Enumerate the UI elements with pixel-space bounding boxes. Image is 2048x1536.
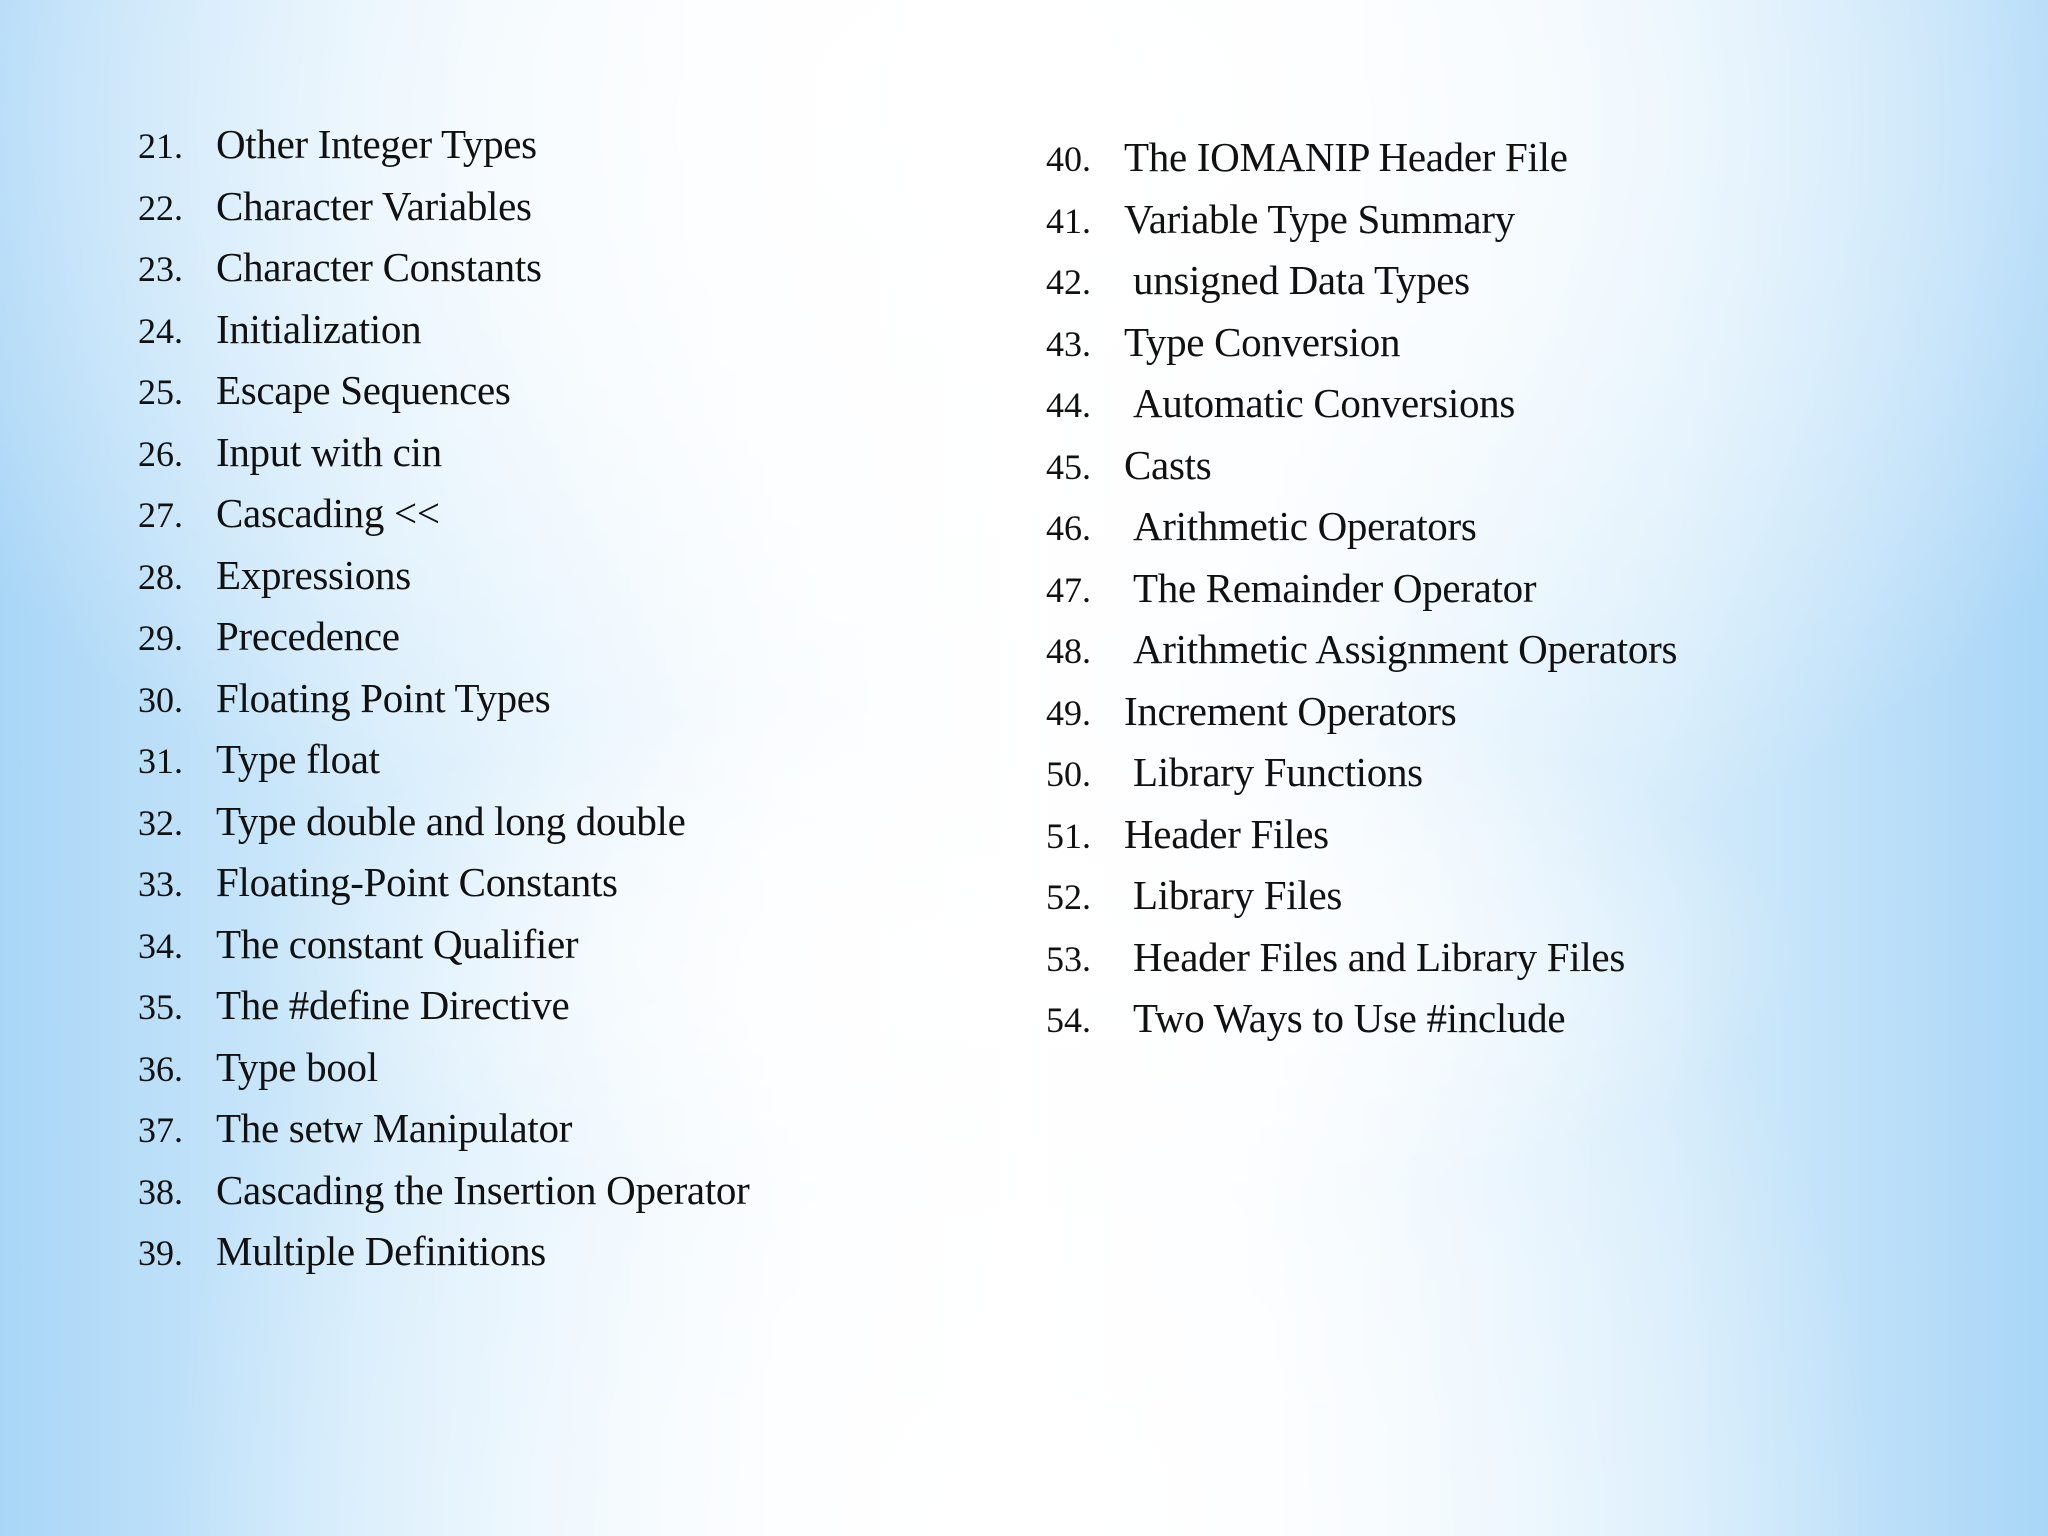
list-item [1046,256,1866,318]
item-number: 44. [1046,385,1091,425]
item-label: unsigned Data Types [1133,257,1470,303]
list-item [1046,625,1866,687]
list-item [138,428,898,490]
item-label: Type Conversion [1124,318,1401,365]
item-number: 23. [138,249,183,289]
item-label: Expressions [216,551,411,598]
item-label: Library Functions [1133,749,1423,795]
item-number: 46. [1046,508,1091,548]
item-label: Increment Operators [1124,687,1457,734]
item-number: 29. [138,618,183,658]
item-number: 43. [1046,323,1091,364]
list-item [138,674,898,736]
item-label: The setw Manipulator [216,1105,573,1151]
list-item [1046,195,1866,257]
item-number: 41. [1046,200,1091,241]
item-number: 36. [138,1048,183,1089]
item-label: Initialization [216,305,422,352]
item-label: Variable Type Summary [1124,195,1515,242]
list-item [1046,133,1866,195]
item-number: 53. [1046,938,1091,979]
item-number: 26. [138,433,183,474]
list-item [138,243,898,305]
list-item [1046,810,1866,872]
list-item [1046,564,1866,626]
item-label: Other Integer Types [216,121,537,167]
topic-list-right [1046,133,1866,1056]
item-number: 28. [138,556,183,597]
topic-list-left [138,120,898,1289]
list-item [138,1227,898,1289]
item-number: 51. [1046,815,1091,856]
item-number: 45. [1046,446,1091,487]
item-number: 47. [1046,569,1091,610]
list-item [1046,871,1866,933]
item-label: Type float [216,736,380,782]
item-number: 37. [138,1110,183,1150]
item-label: Library Files [1133,872,1343,918]
item-number: 22. [138,187,183,228]
item-label: Cascading the Insertion Operator [216,1166,750,1213]
item-label: Precedence [216,613,400,659]
item-label: The #define Directive [216,982,570,1028]
item-number: 50. [1046,754,1091,794]
list-item [138,551,898,613]
list-item [138,305,898,367]
list-item [138,366,898,428]
item-label: Character Variables [216,182,532,229]
item-number: 52. [1046,877,1091,917]
item-number: 34. [138,925,183,966]
item-label: Character Constants [216,244,542,290]
item-number: 21. [138,126,183,166]
list-item [138,489,898,551]
item-label: Cascading << [216,490,440,536]
list-item [138,920,898,982]
list-item [138,182,898,244]
item-number: 54. [1046,1000,1091,1040]
item-number: 49. [1046,692,1091,733]
list-item [138,1104,898,1166]
list-item [1046,379,1866,441]
item-number: 25. [138,372,183,412]
item-number: 31. [138,741,183,781]
item-label: Type double and long double [216,797,686,844]
item-label: Casts [1124,441,1212,488]
list-item [1046,502,1866,564]
item-label: Arithmetic Operators [1133,503,1477,549]
item-number: 39. [138,1233,183,1273]
list-item [138,981,898,1043]
list-item [1046,748,1866,810]
list-item [1046,933,1866,995]
item-number: 40. [1046,139,1091,179]
list-item [138,1043,898,1105]
item-number: 33. [138,864,183,904]
item-label: Type bool [216,1043,378,1090]
item-label: The IOMANIP Header File [1124,134,1568,180]
list-item [1046,687,1866,749]
item-label: Multiple Definitions [216,1228,546,1274]
list-item [138,858,898,920]
item-number: 24. [138,310,183,351]
item-number: 48. [1046,631,1091,671]
list-item [138,1166,898,1228]
item-number: 42. [1046,262,1091,302]
item-label: Input with cin [216,428,442,475]
list-item [1046,994,1866,1056]
item-label: The constant Qualifier [216,920,579,967]
item-number: 32. [138,802,183,843]
item-label: Arithmetic Assignment Operators [1133,626,1678,672]
item-label: Automatic Conversions [1133,380,1516,426]
item-label: The Remainder Operator [1133,564,1537,611]
item-number: 27. [138,495,183,535]
item-label: Floating-Point Constants [216,859,618,905]
item-label: Header Files [1124,810,1329,857]
item-label: Header Files and Library Files [1133,933,1625,980]
list-item [1046,441,1866,503]
item-number: 30. [138,679,183,720]
item-number: 38. [138,1171,183,1212]
list-item [138,797,898,859]
item-number: 35. [138,987,183,1027]
list-item [138,612,898,674]
item-label: Floating Point Types [216,674,551,721]
list-item [138,735,898,797]
list-item [138,120,898,182]
list-item [1046,318,1866,380]
item-label: Two Ways to Use #include [1133,995,1566,1041]
item-label: Escape Sequences [216,367,511,413]
